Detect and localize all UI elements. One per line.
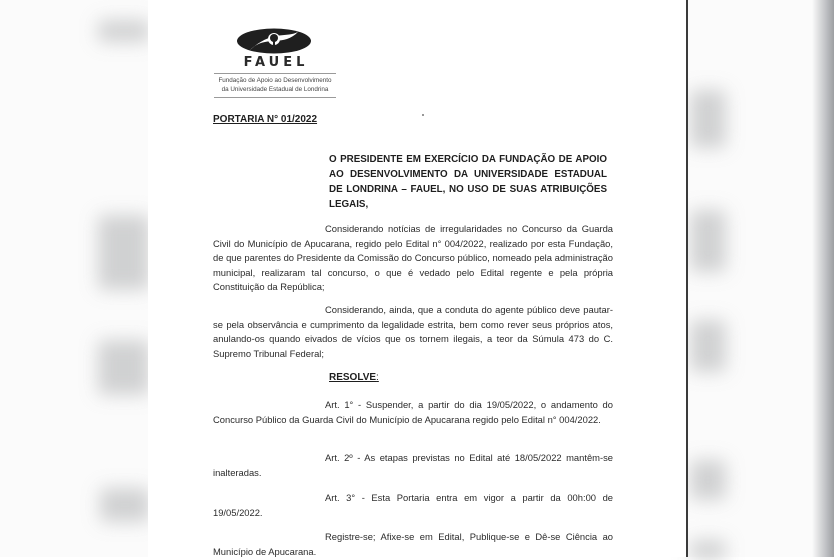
article-text: Art. 1° - Suspender, a partir do dia 19/05/2022, o andamento do Concurso Público da Guarda Civil do Município de Apucarana regido pelo Edital n° 004/2022.	[213, 399, 613, 425]
blur-patch	[98, 215, 150, 290]
fauel-emblem-icon	[236, 28, 312, 54]
right-edge-shadow	[812, 0, 834, 557]
logo-subtitle-line2: da Universidade Estadual de Londrina	[221, 86, 329, 93]
document-title: PORTARIA N° 01/2022	[213, 114, 318, 125]
resolve-colon: :	[376, 372, 379, 383]
page-right-border	[686, 0, 688, 557]
considerando-text: Considerando notícias de irregularidades no Concurso da Guarda Civil do Município de Apucarana, regido pelo Edital n° 004/2022, realizado por esta Fundação, de que parentes do Presidente da Comissão do Concurso público, nomeado pela administração municipal, realizaram tal concurso, o que é vedado pelo Edital regente e pela própria Constituição da República;	[213, 223, 613, 292]
blur-patch	[100, 488, 150, 522]
blur-patch	[98, 20, 150, 42]
document-page	[148, 0, 686, 557]
logo-divider	[214, 73, 336, 74]
article-2	[213, 451, 613, 480]
resolve-label: RESOLVE	[329, 372, 377, 383]
logo-subtitle	[214, 76, 336, 94]
blur-patch	[690, 320, 726, 372]
blur-patch	[98, 340, 150, 395]
closing-paragraph	[213, 530, 613, 557]
logo-subtitle-line1: Fundação de Apoio ao Desenvolvimento	[218, 77, 332, 84]
blur-patch	[690, 90, 726, 148]
preamble: O PRESIDENTE EM EXERCÍCIO DA FUNDAÇÃO DE APOIO AO DESENVOLVIMENTO DA UNIVERSIDADE ESTADUAL DE LONDRINA – FAUEL, NO USO DE SUAS ATRIBUIÇÕES LEGAIS,	[329, 154, 607, 210]
scan-speck	[422, 114, 424, 116]
considerando-1	[213, 222, 613, 295]
closing-text: Registre-se; Afixe-se em Edital, Publique-se e Dê-se Ciência ao Município de Apucarana.	[213, 531, 613, 557]
considerando-2	[213, 303, 613, 361]
article-1	[213, 398, 613, 427]
blur-patch	[690, 460, 726, 500]
logo-wordmark: FAUEL	[243, 55, 309, 70]
article-text: Art. 2º - As etapas previstas no Edital até 18/05/2022 mantêm-se inalteradas.	[213, 452, 613, 478]
article-text: Art. 3° - Esta Portaria entra em vigor a partir da 00h:00 de 19/05/2022.	[213, 492, 613, 518]
resolve-heading	[329, 372, 379, 383]
blur-patch	[690, 540, 726, 560]
article-3	[213, 491, 613, 520]
logo-divider	[214, 97, 336, 98]
blur-patch	[690, 210, 726, 272]
considerando-text: Considerando, ainda, que a conduta do agente público deve pautar-se pela observância e cumprimento da legalidade estrita, bem como rever seus próprios atos, anulando-os quando eivados de vícios que os tornem ilegais, a teor da Súmula 473 do C. Supremo Tribunal Federal;	[213, 304, 613, 359]
